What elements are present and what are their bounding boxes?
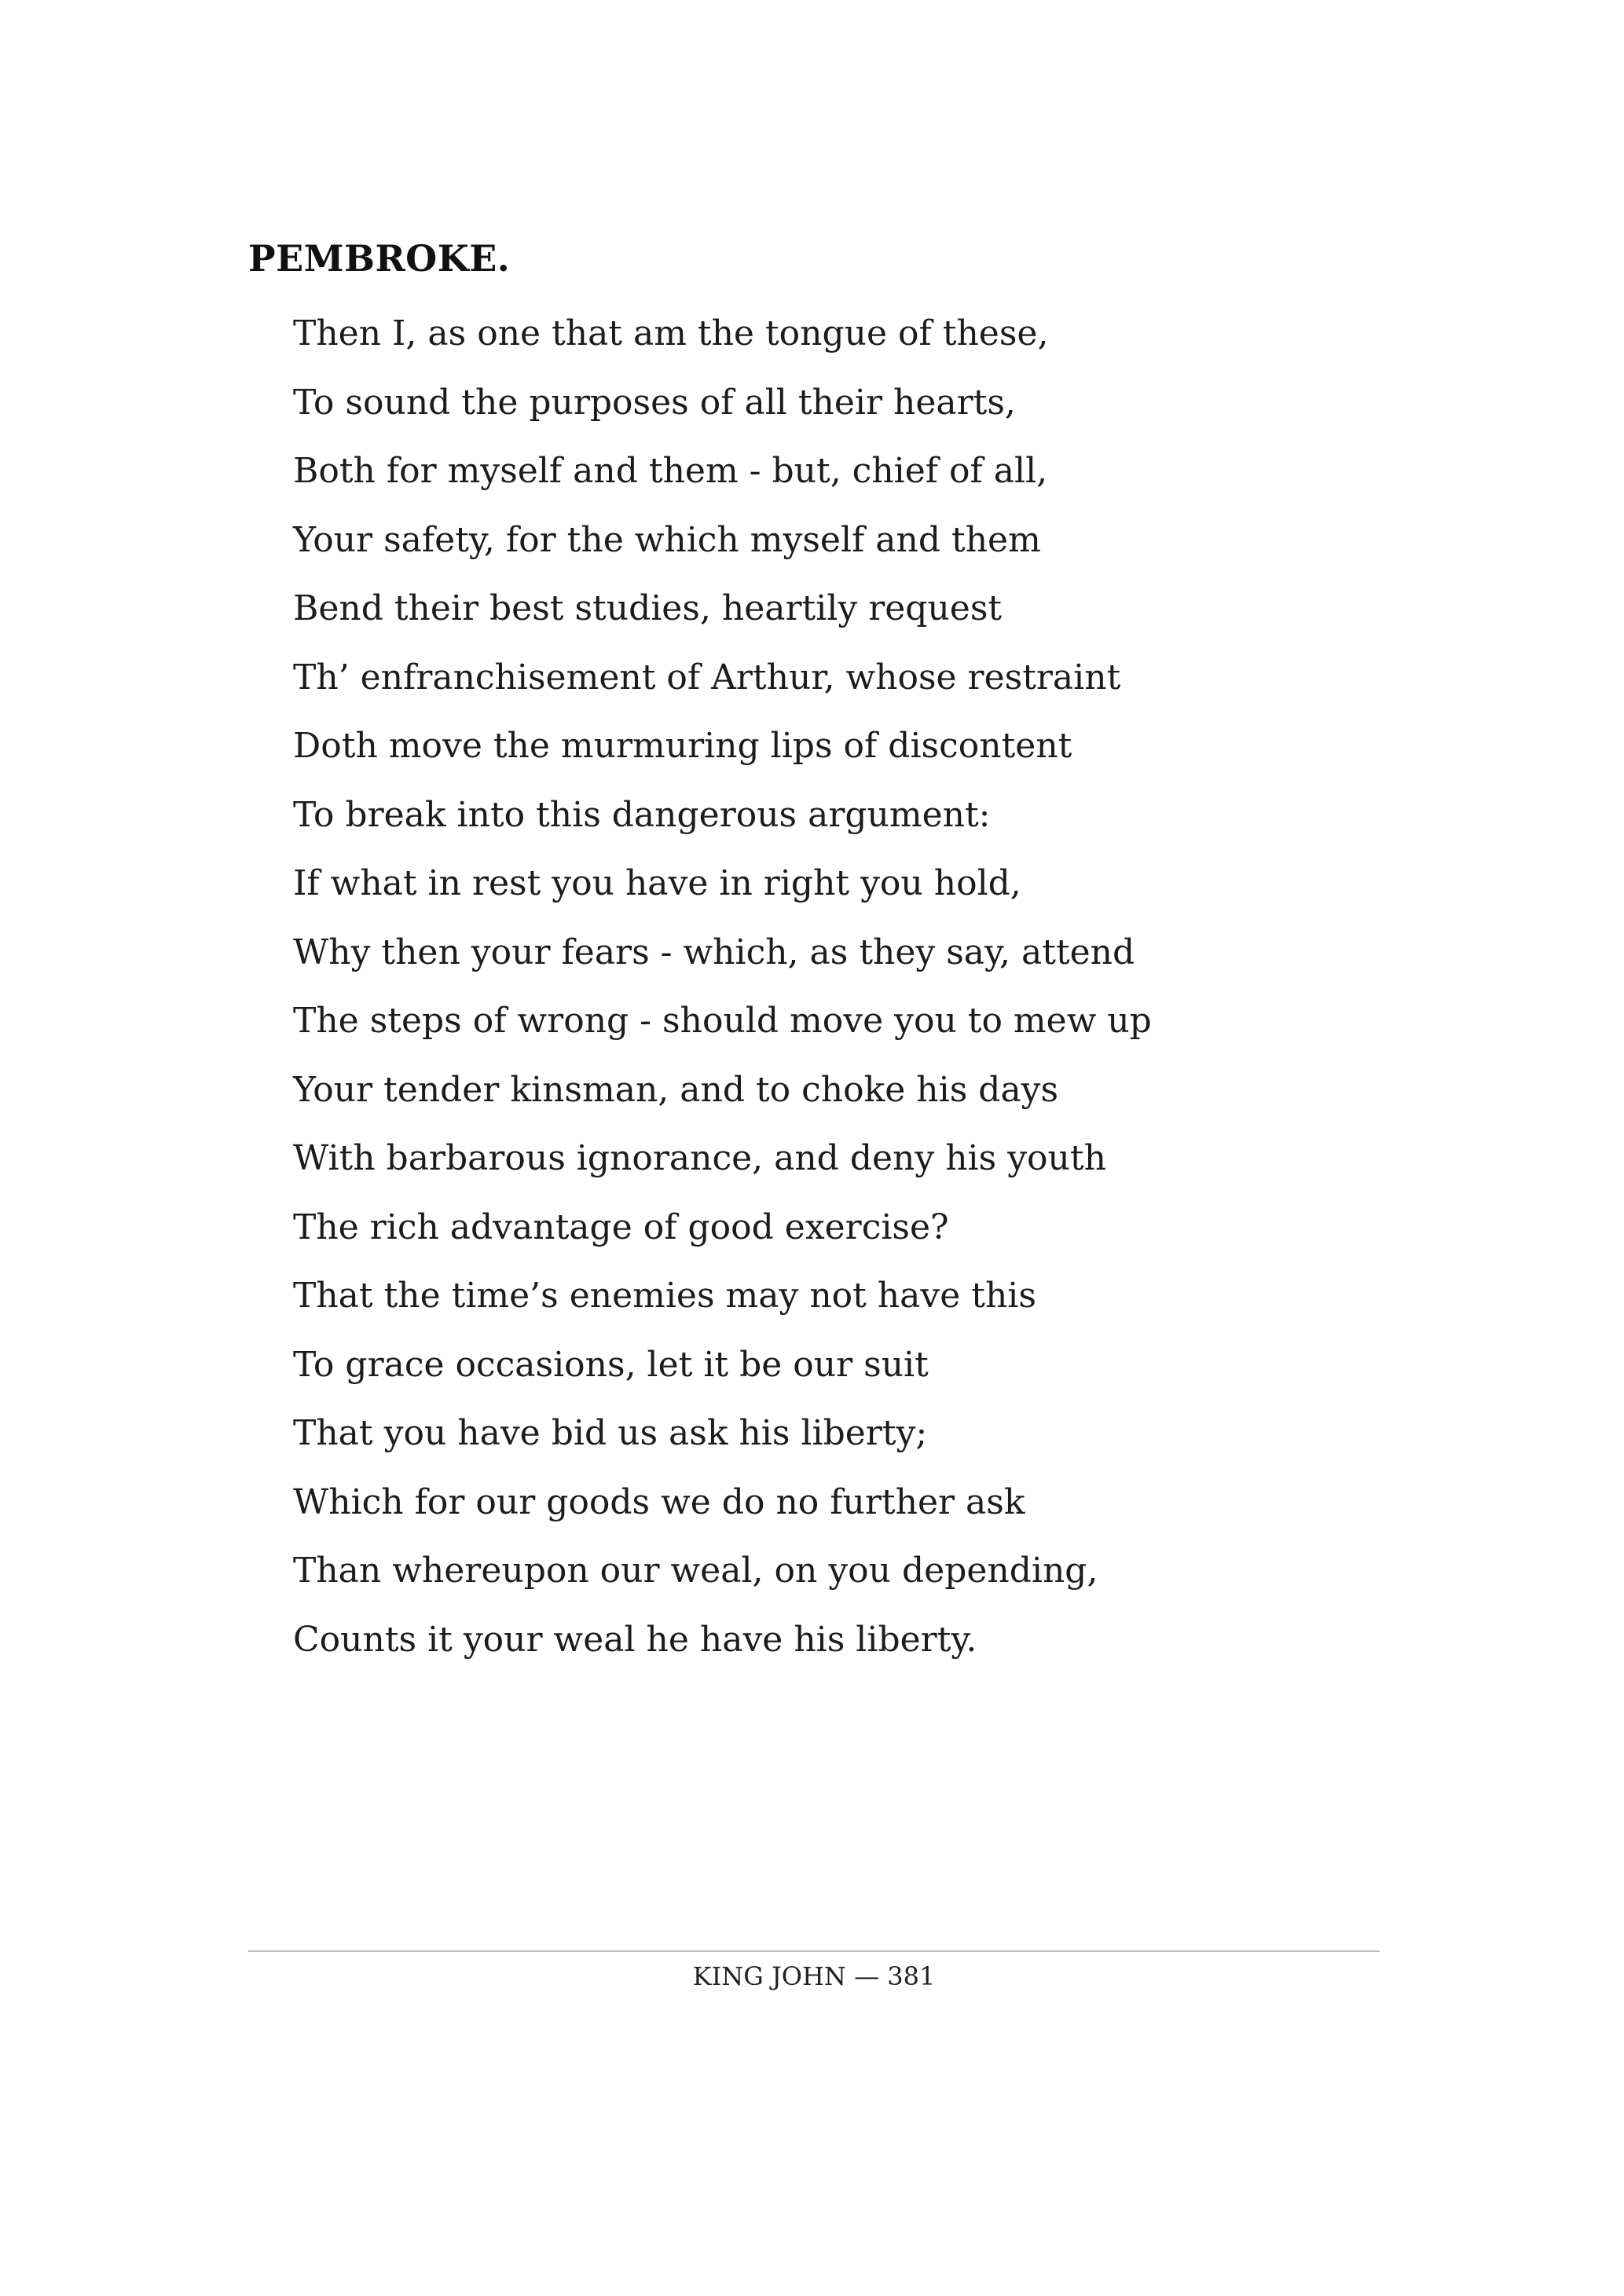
verse-line: That you have bid us ask his liberty;: [293, 1413, 928, 1453]
verse-line: Which for our goods we do no further ask: [293, 1481, 1025, 1522]
verse-line: To grace occasions, let it be our suit: [293, 1344, 929, 1385]
verse-line: Both for myself and them - but, chief of all,: [293, 451, 1048, 491]
verse-line: To sound the purposes of all their hearts,: [293, 382, 1016, 423]
speaker-name: PEMBROKE.: [248, 237, 511, 280]
verse-line: Your tender kinsman, and to choke his days: [293, 1069, 1059, 1110]
verse-line: With barbarous ignorance, and deny his youth: [293, 1138, 1106, 1178]
verse-line: The steps of wrong - should move you to mew up: [293, 1001, 1152, 1041]
verse-line: Then I, as one that am the tongue of these,: [293, 313, 1049, 353]
page-footer: KING JOHN — 381: [692, 1961, 936, 1991]
verse-line: Th’ enfranchisement of Arthur, whose restraint: [293, 657, 1121, 698]
footer-divider: [248, 1950, 1380, 1952]
verse-block: [293, 306, 1152, 1681]
verse-line: If what in rest you have in right you hold,: [293, 863, 1021, 903]
verse-line: Counts it your weal he have his liberty.: [293, 1619, 977, 1660]
verse-line: That the time’s enemies may not have this: [293, 1276, 1036, 1316]
verse-line: Than whereupon our weal, on you depending,: [293, 1551, 1098, 1591]
verse-line: Your safety, for the which myself and them: [293, 519, 1041, 560]
verse-line: Doth move the murmuring lips of discontent: [293, 726, 1072, 766]
verse-line: The rich advantage of good exercise?: [293, 1207, 949, 1247]
verse-line: Bend their best studies, heartily request: [293, 588, 1003, 628]
verse-line: To break into this dangerous argument:: [293, 794, 991, 835]
verse-line: Why then your fears - which, as they say, attend: [293, 932, 1135, 972]
